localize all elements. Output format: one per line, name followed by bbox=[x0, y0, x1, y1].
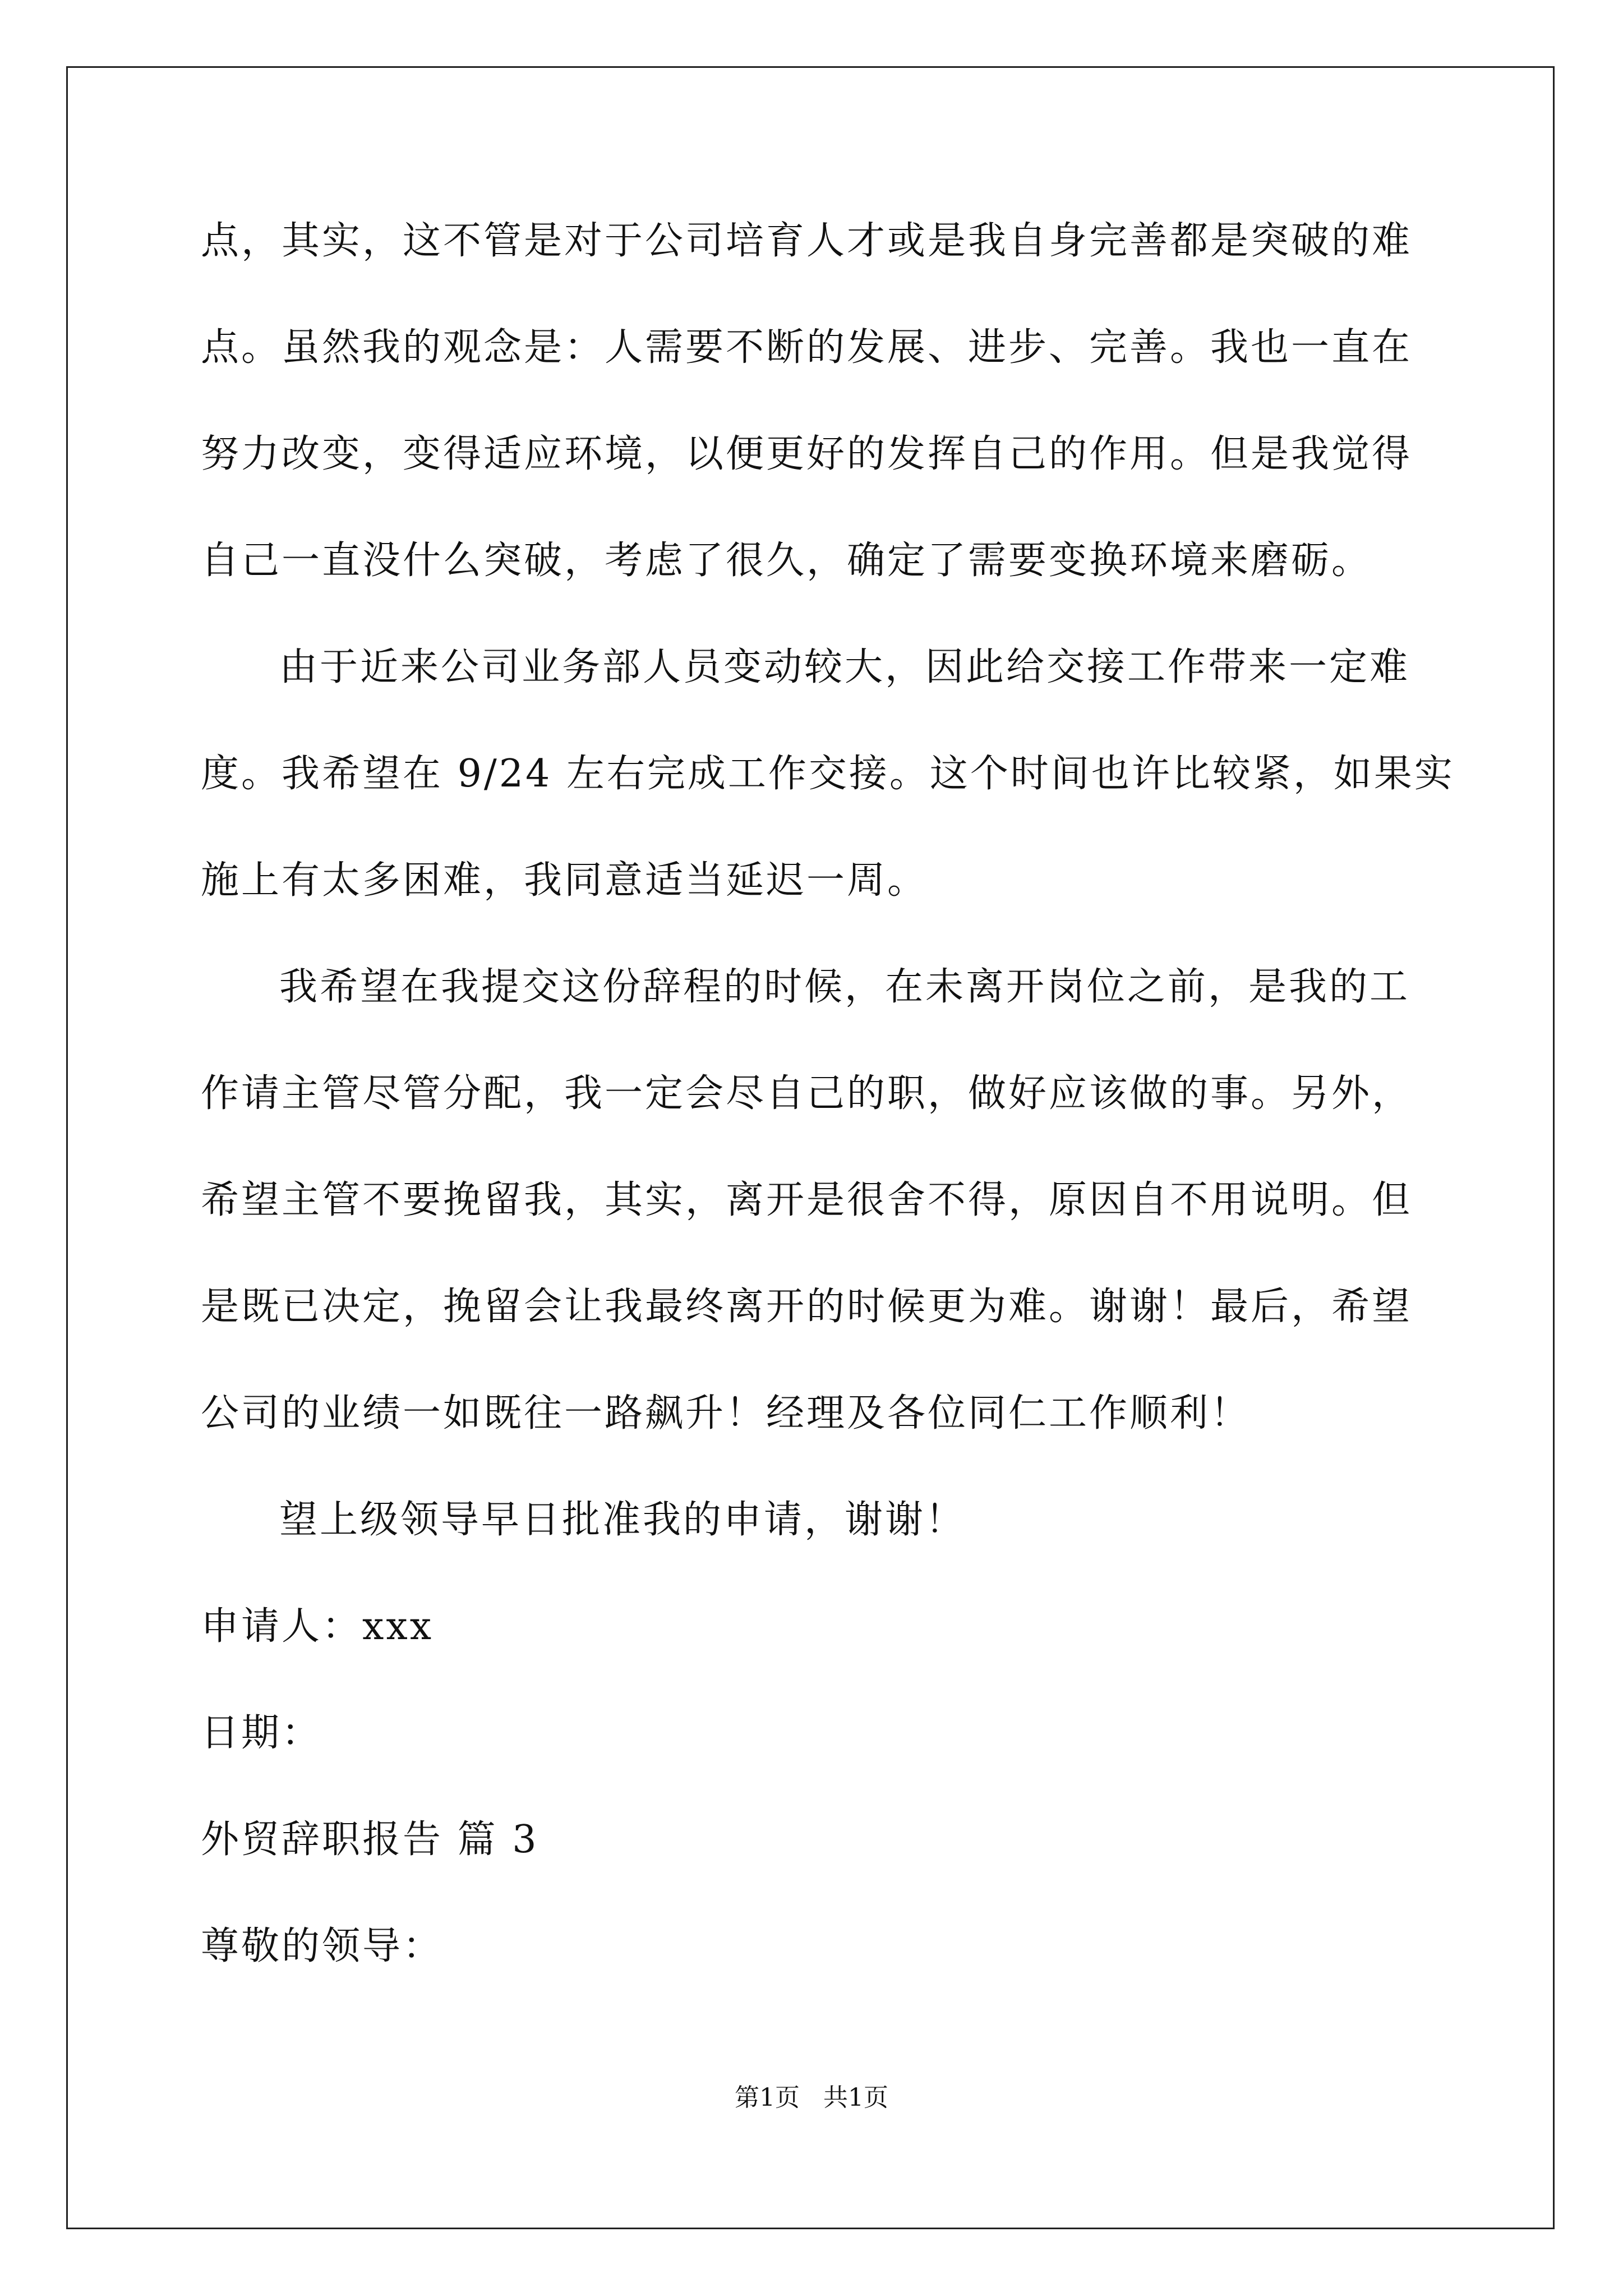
text-line: 努力改变，变得适应环境，以便更好的发挥自己的作用。但是我觉得 bbox=[201, 432, 1413, 476]
page-footer: 第1页 共1页 bbox=[735, 2083, 888, 2112]
text-line: 希望主管不要挽留我，其实，离开是很舍不得，原因自不用说明。但 bbox=[201, 1178, 1413, 1222]
text-line: 施上有太多困难，我同意适当延迟一周。 bbox=[201, 858, 928, 903]
salutation: 尊敬的领导： bbox=[201, 1924, 444, 1968]
document-body bbox=[201, 208, 1455, 2019]
applicant-line: 申请人：xxx bbox=[201, 1604, 434, 1649]
text-line: 由于近来公司业务部人员变动较大，因此给交接工作带来一定难 bbox=[279, 645, 1410, 689]
closing-request: 望上级领导早日批准我的申请，谢谢！ bbox=[279, 1498, 966, 1542]
text-line: 点。虽然我的观念是：人需要不断的发展、进步、完善。我也一直在 bbox=[201, 325, 1413, 370]
date-line: 日期： bbox=[201, 1711, 322, 1755]
text-line: 是既已决定，挽留会让我最终离开的时候更为难。谢谢！最后，希望 bbox=[201, 1285, 1413, 1329]
section-title: 外贸辞职报告 篇 3 bbox=[201, 1818, 539, 1862]
text-line: 自己一直没什么突破，考虑了很久，确定了需要变换环境来磨砺。 bbox=[201, 539, 1372, 583]
text-line: 我希望在我提交这份辞程的时候，在未离开岗位之前，是我的工 bbox=[279, 965, 1410, 1009]
text-line: 公司的业绩一如既往一路飙升！经理及各位同仁工作顺利！ bbox=[201, 1391, 1251, 1435]
text-line: 作请主管尽管分配，我一定会尽自己的职，做好应该做的事。另外， bbox=[201, 1071, 1413, 1116]
text-line: 度。我希望在 9/24 左右完成工作交接。这个时间也许比较紧，如果实 bbox=[201, 752, 1455, 796]
text-line: 点，其实，这不管是对于公司培育人才或是我自身完善都是突破的难 bbox=[201, 219, 1413, 263]
